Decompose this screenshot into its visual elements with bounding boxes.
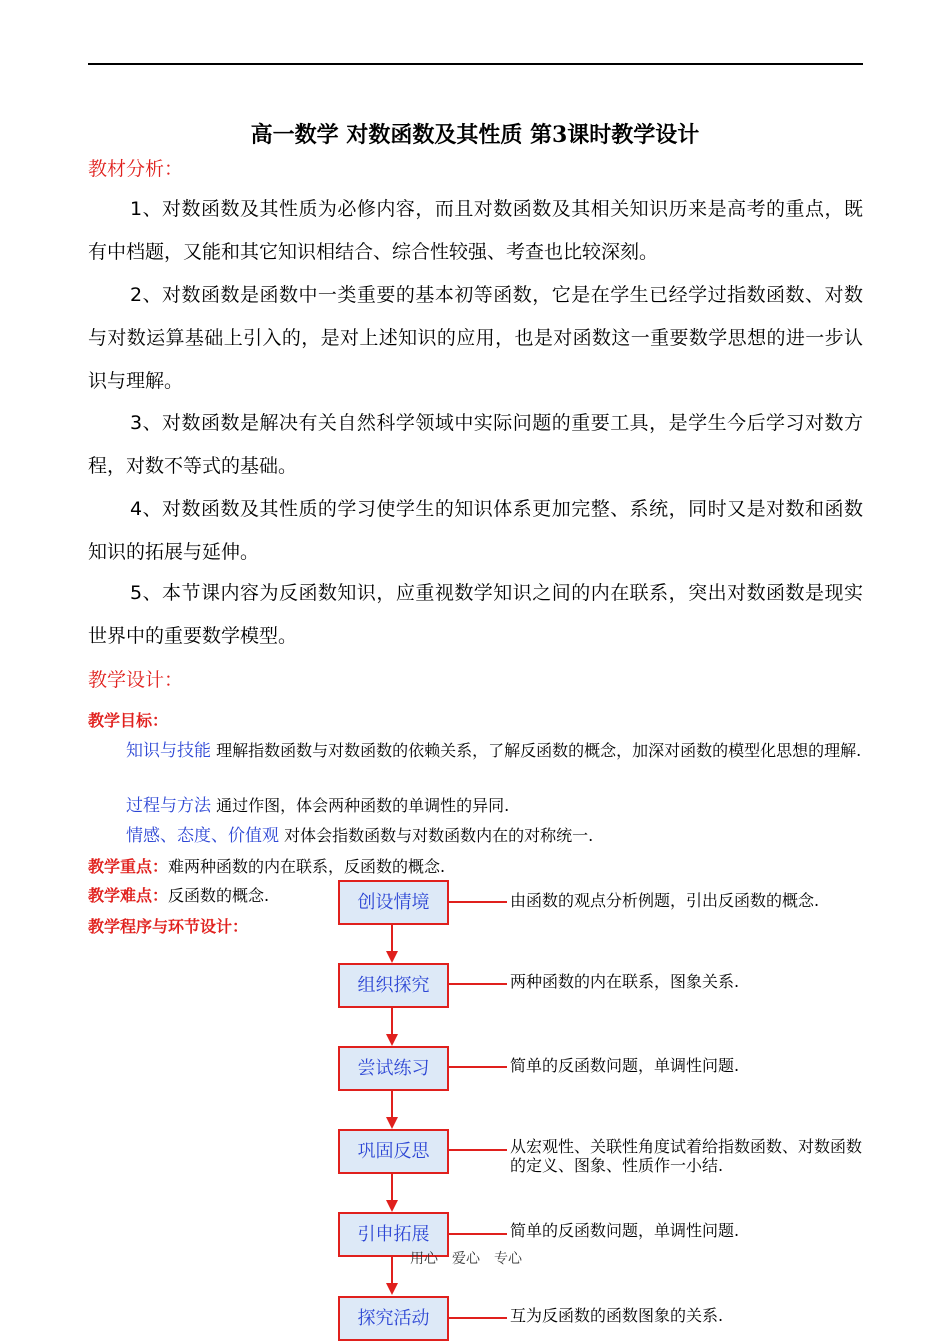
flow-arrow-3	[386, 1091, 398, 1129]
goal-emotion	[126, 825, 593, 847]
flow-step-3: 尝试练习	[338, 1046, 449, 1091]
analysis-paragraph-4: 4、对数函数及其性质的学习使学生的知识体系更加完整、系统，同时又是对数和函数知识的拓展与延伸。	[88, 498, 863, 563]
page-title: 高一数学 对数函数及其性质 第3课时教学设计	[250, 122, 700, 148]
goal-knowledge-label: 知识与技能	[126, 741, 211, 761]
flow-connector-4	[447, 1149, 507, 1151]
flow-step-5: 引申拓展	[338, 1212, 449, 1257]
flow-desc-4: 从宏观性、关联性角度试着给指数函数、对数函数的定义、图象、性质作一小结.	[510, 1137, 863, 1175]
flow-connector-2	[447, 983, 507, 985]
key-point	[88, 856, 445, 878]
analysis-paragraph-5: 5、本节课内容为反函数知识，应重视数学知识之间的内在联系，突出对数函数是现实世界中的重要数学模型。	[88, 582, 863, 647]
flow-arrow-5	[386, 1257, 398, 1295]
goal-process-label: 过程与方法	[126, 796, 211, 816]
key-point-label: 教学重点：	[88, 857, 169, 876]
flow-desc-3: 简单的反函数问题，单调性问题.	[510, 1056, 740, 1075]
difficulty-text: 反函数的概念.	[168, 886, 270, 905]
key-point-text: 难两种函数的内在联系，反函数的概念.	[168, 857, 446, 876]
flow-connector-5	[447, 1233, 507, 1235]
flow-arrow-2	[386, 1008, 398, 1046]
analysis-paragraph-3: 3、对数函数是解决有关自然科学领域中实际问题的重要工具，是学生今后学习对数方程，对数不等式的基础。	[88, 412, 863, 477]
flow-step-1: 创设情境	[338, 880, 449, 925]
flow-step-4: 巩固反思	[338, 1129, 449, 1174]
flow-connector-6	[447, 1317, 507, 1319]
procedure-label: 教学程序与环节设计：	[88, 917, 249, 936]
page-footer: 用心 爱心 专心	[410, 1251, 522, 1267]
flow-connector-3	[447, 1066, 507, 1068]
flow-arrow-1	[386, 925, 398, 963]
flow-desc-5: 简单的反函数问题，单调性问题.	[510, 1221, 740, 1240]
flow-desc-6: 互为反函数的函数图象的关系.	[510, 1306, 724, 1325]
analysis-paragraph-2: 2、对数函数是函数中一类重要的基本初等函数，它是在学生已经学过指数函数、对数与对数运算基础上引入的，是对上述知识的应用，也是对函数这一重要数学思想的进一步认识与理解。	[88, 284, 863, 392]
difficulty-label: 教学难点：	[88, 886, 169, 905]
flow-desc-2: 两种函数的内在联系，图象关系.	[510, 972, 740, 991]
design-heading: 教学设计：	[88, 669, 184, 691]
flow-desc-1: 由函数的观点分析例题，引出反函数的概念.	[510, 891, 820, 910]
goal-process-text: 通过作图，体会两种函数的单调性的异同.	[216, 796, 510, 815]
flow-arrow-4	[386, 1174, 398, 1212]
flow-step-2: 组织探究	[338, 963, 449, 1008]
goal-knowledge	[88, 736, 863, 766]
header-rule	[88, 63, 863, 65]
analysis-paragraph-1: 1、对数函数及其性质为必修内容，而且对数函数及其相关知识历来是高考的重点，既有中档题，又能和其它知识相结合、综合性较强、考查也比较深刻。	[88, 198, 863, 263]
goals-label: 教学目标：	[88, 711, 169, 730]
goal-knowledge-text: 理解指数函数与对数函数的依赖关系，了解反函数的概念，加深对函数的模型化思想的理解.	[216, 741, 862, 760]
analysis-heading: 教材分析：	[88, 158, 184, 180]
goal-emotion-text: 对体会指数函数与对数函数内在的对称统一.	[284, 826, 594, 845]
difficulty	[88, 885, 269, 907]
goal-emotion-label: 情感、态度、价值观	[126, 826, 279, 846]
flow-connector-1	[447, 901, 507, 903]
flow-step-6: 探究活动	[338, 1296, 449, 1341]
goal-process	[126, 795, 509, 817]
